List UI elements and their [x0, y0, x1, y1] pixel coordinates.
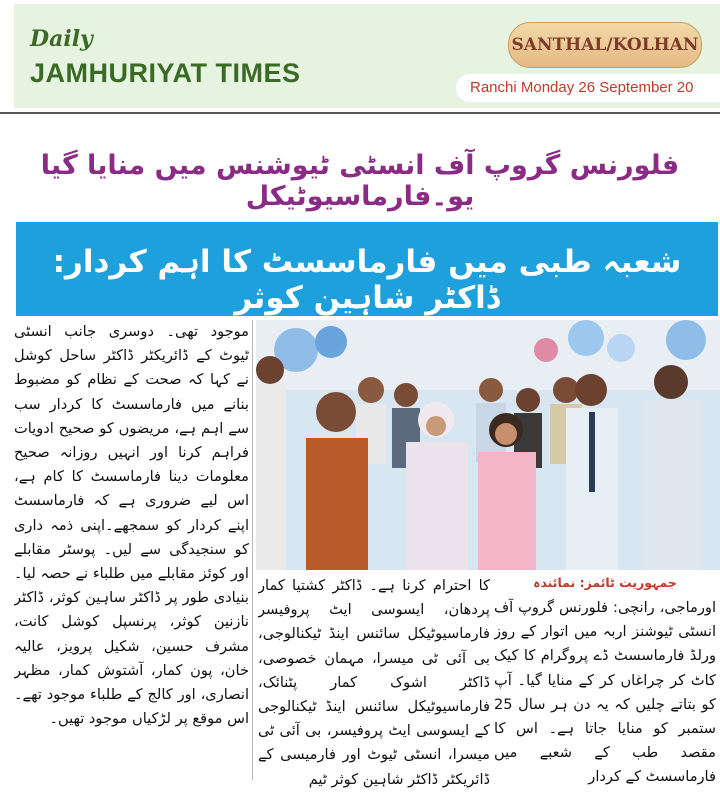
headline-secondary: شعبہ طبی میں فارماسسٹ کا اہم کردار: ڈاکٹر شاہین کوثر	[52, 244, 682, 316]
article-text-left: موجود تھی۔ دوسری جانب انسٹی ٹیوٹ کے ڈائریکٹر ڈاکٹر ساحل کوشل نے کہا کہ صحت کے نظام کو مضبوط بنانے میں فارماسسٹ کا کردار سب سے اہم ہے، مریضوں کو صحیح ادویات فراہم کرنا اور انہیں روزانہ صحیح معلومات دینا فارماسسٹ کا کام ہے، اس لیے ضروری ہے کہ فارماسسٹ اپنے کردار کو سمجھے۔اپنی ذمہ داری کو سنجیدگی سے لیں۔ پوسٹر مقابلے اور کوئز مقابلے میں طلباء نے حصہ لیا۔بنیادی طور پر ڈاکٹر ساہین کوثر، ڈاکٹر نازنین کوثر، پرنسپل کوشل کانت، مشرف حسین، شکیل پرویز، عالیہ خان، پون کمار، آشتوش کمار، مظہر انصاری، اور کالج کے طلباء موجود تھے۔ اس موقع پر لڑکیاں موجود تھیں۔	[14, 323, 249, 728]
region-badge: SANTHAL/KOLHAN	[508, 22, 702, 68]
article-column-left	[14, 320, 249, 808]
column-divider	[252, 320, 253, 780]
masthead	[0, 0, 720, 112]
article-text-right: اورماجی، رانچی: فلورنس گروپ آف انسٹی ٹیوشنز اربہ میں اتوار کے روز ورلڈ فارماسسٹ ڈے پروگرام کا کیک کاٹ کر چراغاں کر کے منایا گیا۔ آپ کو بتاتے چلیں کہ یہ دن ہر سال 25 ستمبر کو منایا جاتا ہے۔ اس کا مقصد طب کے شعبے میں فارماسسٹ کے کردار	[494, 599, 716, 786]
byline: جمہوریت ٹائمز: نمائندہ	[533, 575, 677, 590]
article-text-middle: کا احترام کرنا ہے۔ ڈاکٹر کشتیا کمار پردھان، ایسوسی ایٹ پروفیسر فارماسیوٹیکل سائنس اینڈ ٹیکنالوجی، بی آئی ٹی میسرا، مہمان خصوصی، ڈاکٹر اشوک کمار پٹنائک، فارماسیوٹیکل سائنس اینڈ ٹیکنالوجی کے ایسوسی ایٹ پروفیسر، بی آئی ٹی میسرا، انسٹی ٹیوٹ اور فارمیسی کے ڈائریکٹر ڈاکٹر شاہین کوثر ٹیم	[258, 577, 490, 788]
headline-primary: فلورنس گروپ آف انسٹی ٹیوشنس میں منایا گیا یو۔فارماسیوٹیکل	[40, 150, 680, 212]
masthead-rule	[0, 112, 720, 114]
newspaper-name: JAMHURIYAT TIMES	[30, 58, 301, 88]
group-photo	[256, 320, 720, 570]
group-photo-illustration	[256, 320, 720, 570]
article-column-right	[494, 574, 716, 812]
masthead-daily: Daily	[30, 26, 93, 52]
dateline: Ranchi Monday 26 September 20	[456, 74, 720, 102]
article-column-middle	[258, 574, 490, 812]
